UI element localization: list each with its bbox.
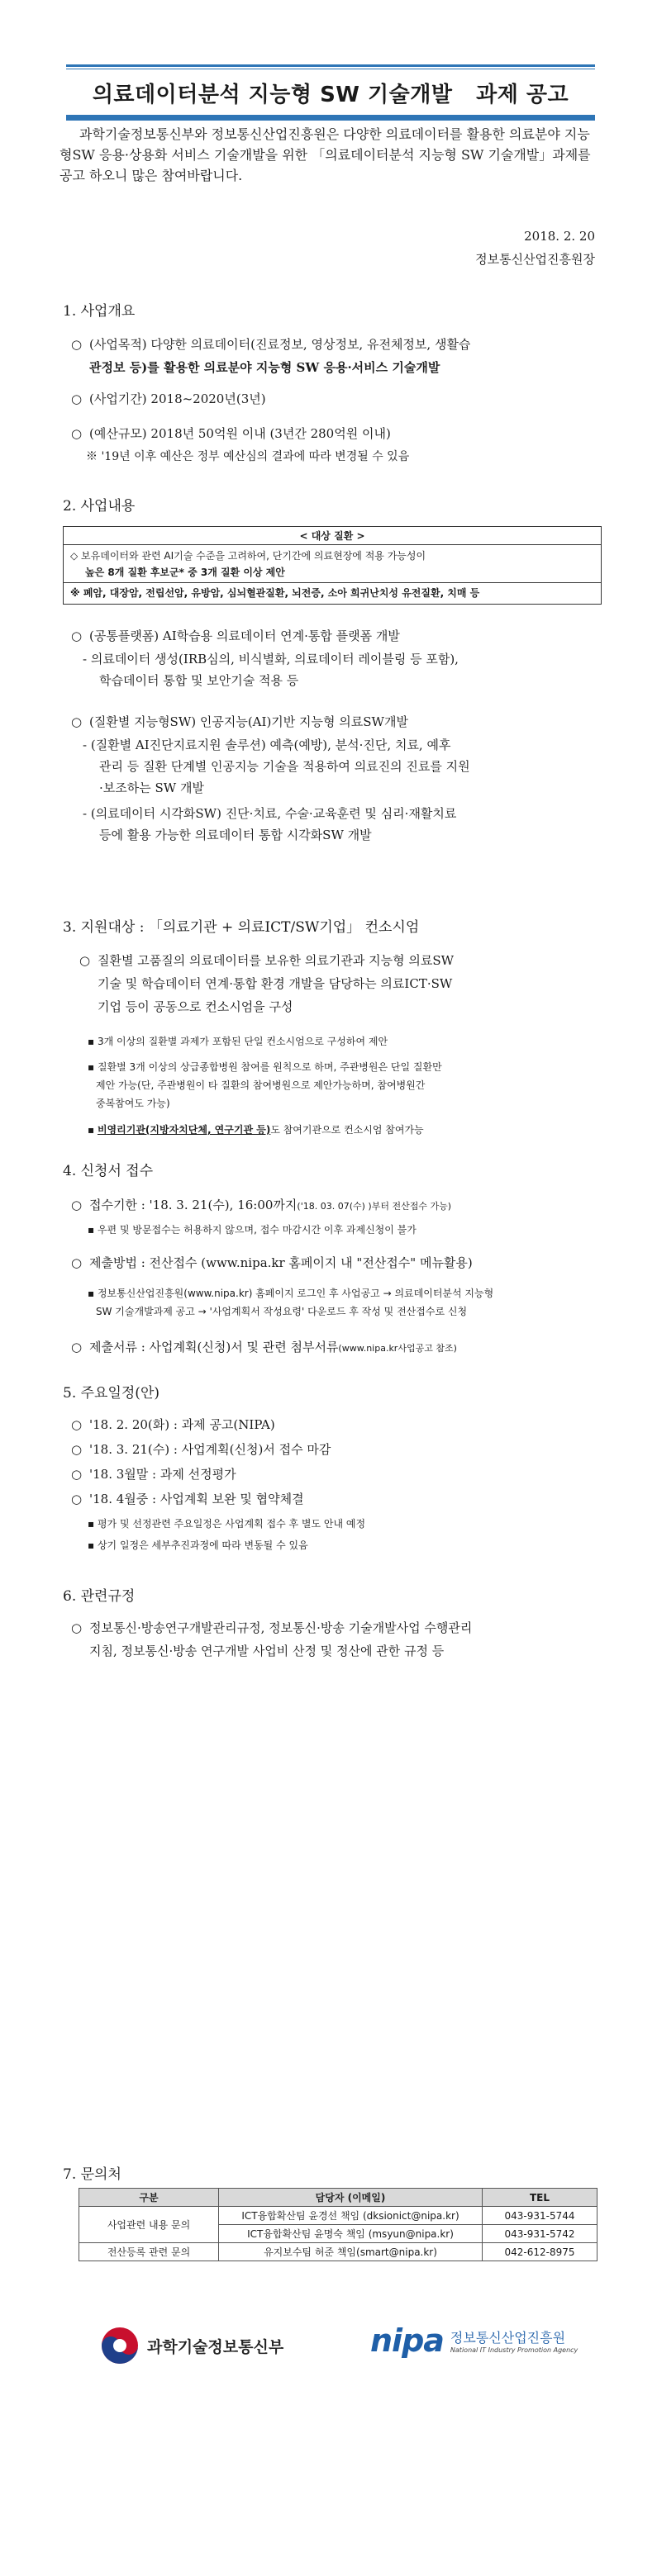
- s3-note2-line3: 중복참여도 가능): [96, 1098, 170, 1109]
- s1-purpose-line1: (사업목적) 다양한 의료데이터(진료정보, 영상정보, 유전체정보, 생활습: [89, 337, 471, 352]
- cell-tel: 043-931-5744: [483, 2207, 597, 2225]
- circle-bullet-icon: ○: [71, 714, 83, 729]
- title-block: [66, 64, 595, 121]
- circle-bullet-icon: ○: [71, 1467, 83, 1482]
- cell-tel: 043-931-5742: [483, 2225, 597, 2243]
- nipa-wordmark: nipa: [370, 2322, 444, 2359]
- circle-bullet-icon: ○: [71, 1620, 83, 1635]
- s3-note2-line2: 제안 가능(단, 주관병원이 타 질환의 참여병원으로 제안가능하며, 참여병원간: [96, 1079, 426, 1091]
- col-header-tel: TEL: [483, 2189, 597, 2207]
- table-row: [79, 2243, 597, 2261]
- s4-docs-text: 제출서류 : 사업계획(신청)서 및 관련 첨부서류: [89, 1340, 339, 1354]
- nipa-text-block: [450, 2327, 578, 2354]
- circle-bullet-icon: ○: [71, 337, 83, 352]
- s4-method-note-line1: ▪ 정보통신산업진흥원(www.nipa.kr) 홈페이지 로그인 후 사업공고 → 의료데이터분석 지능형: [88, 1288, 494, 1299]
- s5-item-2: [71, 1439, 331, 1460]
- s4-docs-small: (www.nipa.kr사업공고 참조): [338, 1343, 457, 1354]
- s2-disease: [71, 711, 408, 733]
- s2-disease-text: (질환별 지능형SW) 인공지능(AI)기반 지능형 의료SW개발: [89, 714, 408, 729]
- taegeuk-icon: [99, 2325, 140, 2366]
- s1-purpose-line2: 관정보 등)를 활용한 의료분야 지능형 SW 응용·서비스 기술개발: [89, 360, 440, 375]
- s5-note2: ▪ 상기 일정은 세부추진과정에 따라 변동될 수 있음: [88, 1539, 308, 1551]
- circle-bullet-icon: ○: [71, 629, 83, 643]
- cell-category: 사업관련 내용 문의: [79, 2207, 219, 2243]
- s5-note1: ▪ 평가 및 선정관련 주요일정은 사업계획 접수 후 별도 안내 예정: [88, 1518, 366, 1530]
- s5-item-2-text: '18. 3. 21(수) : 사업계획(신청)서 접수 마감: [89, 1442, 331, 1457]
- s1-purpose: [71, 334, 470, 355]
- circle-bullet-icon: ○: [71, 426, 83, 441]
- box-title: < 대상 질환 >: [64, 527, 601, 545]
- section-2-heading: 2. 사업내용: [63, 498, 136, 515]
- s3-note1: ▪ 3개 이상의 질환별 과제가 포함된 단일 컨소시엄으로 구성하여 제안: [88, 1036, 388, 1047]
- s3-note3-bold: 비영리기관(지방자치단체, 연구기관 등): [97, 1124, 271, 1136]
- s4-method-text: 제출방법 : 전산접수 (www.nipa.kr 홈페이지 내 "전산접수" 메뉴활용): [89, 1255, 473, 1270]
- s4-deadline: [71, 1194, 451, 1217]
- target-disease-box: [63, 526, 602, 605]
- section-1-heading: 1. 사업개요: [63, 303, 136, 320]
- page-title: 의료데이터분석 지능형 SW 기술개발 과제 공고: [92, 83, 569, 107]
- intro-paragraph: 과학기술정보통신부와 정보통신산업진흥원은 다양한 의료데이터를 활용한 의료분야 지능형SW 응용·상용화 서비스 기술개발을 위한 「의료데이터분석 지능형 SW 기술개발」과제를 공고 하오니 많은 참여바랍니다.: [60, 126, 591, 183]
- issue-info: [475, 225, 595, 271]
- s3-note3: [88, 1122, 424, 1138]
- box-line3: ※ 폐암, 대장암, 전립선암, 유방암, 심뇌혈관질환, 뇌전증, 소아 희귀난치성 유전질환, 치매 등: [64, 582, 601, 601]
- issuer: 정보통신산업진흥원장: [475, 252, 595, 267]
- s2-disease-sub2-line1: - (의료데이터 시각화SW) 진단·치료, 수술·교육훈련 및 심리·재활치료: [83, 806, 457, 821]
- s6-text: [71, 1617, 472, 1639]
- ministry-name: 과학기술정보통신부: [147, 2337, 284, 2356]
- box-line1: ◇ 보유데이터와 관련 AI기술 수준을 고려하여, 단기간에 의료현장에 적용 가능성이: [70, 550, 426, 562]
- s3-main-line2: 기술 및 학습데이터 연계·통합 환경 개발을 담당하는 의료ICT·SW: [98, 976, 453, 991]
- s2-common: [71, 625, 400, 647]
- s6-text-line1: 정보통신·방송연구개발관리규정, 정보통신·방송 기술개발사업 수행관리: [89, 1620, 473, 1635]
- section-5-heading: 5. 주요일정(안): [63, 1385, 159, 1402]
- s3-main: [79, 950, 454, 971]
- s4-deadline-text: 접수기한 : '18. 3. 21(수), 16:00까지: [89, 1198, 298, 1212]
- s2-disease-sub1-line3: ·보조하는 SW 개발: [99, 780, 204, 795]
- s3-note2-line1: ▪ 질환별 3개 이상의 상급종합병원 참여를 원칙으로 하며, 주관병원은 단일 질환만: [88, 1061, 442, 1073]
- s5-item-3: [71, 1464, 236, 1485]
- s4-deadline-small: ('18. 03. 07(수) )부터 전산접수 가능): [297, 1201, 451, 1212]
- contact-header-row: [79, 2189, 597, 2207]
- contact-table: [79, 2188, 597, 2261]
- s6-text-line2: 지침, 정보통신·방송 연구개발 사업비 산정 및 정산에 관한 규정 등: [89, 1644, 445, 1658]
- s4-deadline-note: ▪ 우편 및 방문접수는 허용하지 않으며, 접수 마감시간 이후 과제신청이 불가: [88, 1224, 417, 1236]
- section-7-heading: 7. 문의처: [63, 2166, 121, 2183]
- section-4-heading: 4. 신청서 접수: [63, 1163, 154, 1179]
- s1-period-text: (사업기간) 2018~2020년(3년): [89, 391, 266, 406]
- nipa-english-name: National IT Industry Promotion Agency: [450, 2346, 578, 2354]
- title-bottom-rule: [66, 115, 595, 121]
- circle-bullet-icon: ○: [71, 1442, 83, 1457]
- ministry-logo: [99, 2325, 283, 2366]
- s1-budget: [71, 423, 391, 444]
- box-line2: 높은 8개 질환 후보군* 중 3개 질환 이상 제안: [85, 567, 285, 578]
- s5-item-3-text: '18. 3월말 : 과제 선정평가: [89, 1467, 236, 1482]
- title-top-rule: [66, 64, 595, 67]
- s3-note3-rest: 도 참여기관으로 컨소시엄 참여가능: [270, 1124, 424, 1136]
- cell-contact[interactable]: ICT융합확산팀 윤명숙 책임 (msyun@nipa.kr): [219, 2225, 483, 2243]
- s4-docs: [71, 1336, 457, 1359]
- circle-bullet-icon: ○: [71, 1340, 83, 1354]
- section-6-heading: 6. 관련규정: [63, 1588, 136, 1605]
- circle-bullet-icon: ○: [71, 391, 83, 406]
- s3-note3-prefix: ▪: [88, 1124, 98, 1136]
- s3-main-line3: 기업 등이 공동으로 컨소시엄을 구성: [98, 999, 293, 1014]
- nipa-korean-name: 정보통신산업진흥원: [450, 2330, 566, 2346]
- s5-item-1-text: '18. 2. 20(화) : 과제 공고(NIPA): [89, 1417, 275, 1432]
- s3-main-line1: 질환별 고품질의 의료데이터를 보유한 의료기관과 지능형 의료SW: [98, 953, 455, 968]
- s2-disease-sub1-line1: - (질환별 AI진단지료지원 솔루션) 예측(예방), 분석·진단, 치료, 예후: [83, 738, 451, 752]
- circle-bullet-icon: ○: [71, 1198, 83, 1212]
- s1-budget-text: (예산규모) 2018년 50억원 이내 (3년간 280억원 이내): [89, 426, 391, 441]
- circle-bullet-icon: ○: [71, 1492, 83, 1506]
- s5-item-4: [71, 1488, 304, 1510]
- cell-contact[interactable]: ICT융합확산팀 윤경선 책임 (dksionict@nipa.kr): [219, 2207, 483, 2225]
- s1-period: [71, 388, 266, 410]
- s5-item-4-text: '18. 4월중 : 사업계획 보완 및 협약체결: [89, 1492, 304, 1506]
- table-row: [79, 2207, 597, 2225]
- s2-disease-sub1-line2: 관리 등 질환 단계별 인공지능 기술을 적용하여 의료진의 진료를 지원: [99, 759, 470, 774]
- cell-tel: 042-612-8975: [483, 2243, 597, 2261]
- s4-method-note-line2: SW 기술개발과제 공고 → '사업계획서 작성요령' 다운로드 후 작성 및 전산접수로 신청: [96, 1306, 468, 1317]
- cell-contact[interactable]: 유지보수팀 허준 책임(smart@nipa.kr): [219, 2243, 483, 2261]
- nipa-logo: [370, 2322, 578, 2359]
- issue-date: 2018. 2. 20: [524, 229, 595, 244]
- s2-common-sub2: 학습데이터 통합 및 보안기술 적용 등: [99, 673, 299, 688]
- circle-bullet-icon: ○: [71, 1417, 83, 1432]
- circle-bullet-icon: ○: [79, 953, 91, 968]
- s2-common-text: (공통플랫폼) AI학습용 의료데이터 연계·통합 플랫폼 개발: [89, 629, 400, 643]
- s4-method: [71, 1252, 473, 1274]
- box-body: [64, 545, 601, 604]
- col-header-category: 구분: [79, 2189, 219, 2207]
- cell-category: 전산등록 관련 문의: [79, 2243, 219, 2261]
- section-3-heading: 3. 지원대상 : 「의료기관 + 의료ICT/SW기업」 컨소시엄: [63, 919, 420, 936]
- col-header-contact: 담당자 (이메일): [219, 2189, 483, 2207]
- circle-bullet-icon: ○: [71, 1255, 83, 1270]
- s5-item-1: [71, 1414, 275, 1435]
- s2-common-sub1: - 의료데이터 생성(IRB심의, 비식별화, 의료데이터 레이블링 등 포함),: [83, 652, 459, 667]
- s1-budget-note: ※ '19년 이후 예산은 정부 예산심의 결과에 따라 변경될 수 있음: [86, 450, 410, 463]
- s2-disease-sub2-line2: 등에 활용 가능한 의료데이터 통합 시각화SW 개발: [99, 828, 372, 842]
